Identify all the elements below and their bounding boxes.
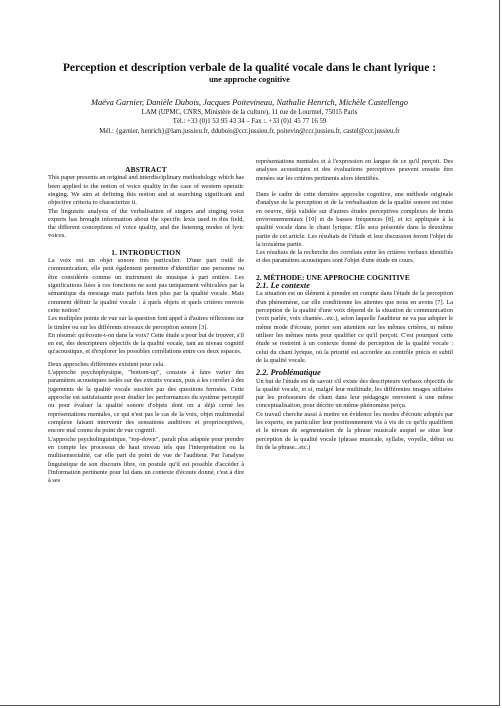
abstract-heading: ABSTRACT [125,165,167,174]
body-paragraph: Dans le cadre de cette dernière approche cognitive, une méthode originale d'analyse de la perception et de la verbalisation de la qualité sonore est mise en oeuvre, déjà validée sur d'autres études perceptives complexes de bruits environnementaux [10] et de basses fréquences [8], et ici appliquée à la qualité vocale dans le chant lyrique. Elle sera présentée dans la deuxième partie de cet article. Les résultats de l'étude et leur discussion feront l'objet de la troisième partie. [256,190,453,248]
right-column [256,158,453,452]
body-paragraph: En résumé: qu'écoute-t-on dans la voix? Cette étude a pour but de trouver, s'il en est, des descripteurs objectifs de la qualité vocale, tant au niveau cognitif qu'acoustique, et d'explorer les possibles corrélations entre ces deux espaces. [48,331,244,356]
contact-phone: Tél.: +33 (0)1 53 95 43 34 – Fax :. +33 (0)1 45 77 16 59 [172,118,327,126]
paper-header [30,62,469,136]
paper-subtitle: une approche cognitive [209,74,290,84]
paper-title: Perception et description verbale de la qualité vocale dans le chant lyrique : [62,61,437,74]
body-paragraph: L'approche psychophysique, "bottom-up", consiste à faire varier des paramètres acoustiques isolés sur des extraits vocaux, puis à les corréler à des jugements de la qualité vocale suscités par des questions fermées. Cette approche est satisfaisante pour étudier les performances du système perceptif ou pour évaluer la qualité sonore d'objets dont on a déjà cerné les représentations mentales, ce qui n'est pas le cas de la voix, objet multimodal complexe faisant intervenir des sensations auditives et proprioceptives, encore mal connu du point de vue cognitif. [48,369,244,435]
body-paragraph: Ce travail cherche aussi à mettre en évidence les modes d'écoute adoptés par les experts, en particulier leur positionnement vis à vis de ce qu'ils qualifient et le niveau de segmentation de la phrase musicale auquel se situe leur perception de la qualité vocale (phrase musicale, syllabe, voyelle, début ou fin de la phrase...etc.) [256,410,453,451]
body-paragraph: représentations mentales et à l'expression en langue de ce qu'il perçoit. Des analyses acoustiques et des évaluations perceptives peuvent ensuite être menées sur les critères pertinents alors identifiés. [256,158,453,182]
author-list: Maëva Garnier, Danièle Dubois, Jacques Poitevineau, Nathalie Henrich, Michèle Castellengo [90,97,408,107]
affiliation: LAM (UPMC, CNRS, Ministère de la culture), 11 rue de Lourmel, 75015 Paris [141,108,358,116]
body-paragraph: La voix est un objet sonore très particulier. D'une part outil de communication, elle peut également permettre d'identifier une personne ou être considérée comme un instrument de musique à part entière. Les significations liées à ces fonctions ne sont pas uniquement véhiculées par la sémantique du message mais parfois bien plus par la qualité vocale. Mais comment définir la qualité vocale : à quels objets et quels critères renvoie cette notion? [48,257,244,314]
abstract-paragraph: The linguistic analysis of the verbalisation of singers and singing voice experts has brought information about the specific lexis used in this field, the different conceptions of voice quality, and the listening modes of lyric voices. [48,207,244,240]
body-paragraph: Un but de l'étude est de savoir s'il existe des descripteurs verbaux objectifs de la qualité vocale, et si, malgré leur multitude, les différentes images utilisées par les professeurs de chant dans leur pédagogie renvoient à une même conceptualisation, pour décrire un même phénomène perçu. [256,377,453,410]
subsection-heading: 2.2. Problématique [256,368,321,378]
left-column [48,166,244,485]
body-paragraph: L'approche psycholinguistique, "top-down", paraît plus adaptée pour prendre en compte les processus de haut niveau tels que l'interprétation ou la multisensorialité, car elle part du point de vue de l'auditeur. Par l'analyse linguistique de son discours libre, on postule qu'il est possible d'accéder à l'information pertinente pour lui dans un contexte d'écoute donné, c'est à dire à ses [48,435,244,485]
abstract-paragraph: This paper presents an original and interdisciplinary methodology which has been applied to the notion of voice quality in the case of western operatic singing. We aim at defining this notion and at searching significant and objective criteria to characterize it. [48,174,244,207]
introduction-heading: 1. INTRODUCTION [111,247,181,257]
body-paragraph: Les résultats de la recherche des corrélats entre les critères verbaux identifiés et des paramètres acoustiques sont l'objet d'une étude en cours. [256,249,453,265]
body-paragraph: Les multiples points de vue sur la question font appel à d'autres réflexions sur le timbre ou sur les différents niveaux de perception sonore [3]. [48,315,244,331]
body-paragraph: Deux approches différentes existent pour cela. [48,360,165,368]
body-paragraph: La situation est un élément à prendre en compte dans l'étude de la perception d'un phénomène, car elle conditionne les attentes que nous en avons [7]. La perception de la qualité d'une voix dépend de la situation de communication (voix parlée, voix chantée...etc.), selon laquelle l'auditeur ne va pas adopter le même mode d'écoute, porter son attention sur les mêmes critères, ni même utiliser les mêmes mots pour qualifier ce qu'il perçoit. C'est pourquoi cette étude se restreint à un contexte donné de perception de la qualité vocale : celui du chant lyrique, où la priorité est accordée au contrôle précis et subtil de la qualité vocale. [256,290,453,364]
section-heading: 2. MÉTHODE: UNE APPROCHE COGNITIVE [256,272,410,282]
subsection-heading: 2.1. Le contexte [256,281,310,291]
contact-email: Mél.: {garnier, henrich}@lam.jussieu.fr, ddubois@ccr.jussieu.fr, poitevin@ccr.jussieu.fr, castel@ccr.jussieu.fr [99,127,400,135]
